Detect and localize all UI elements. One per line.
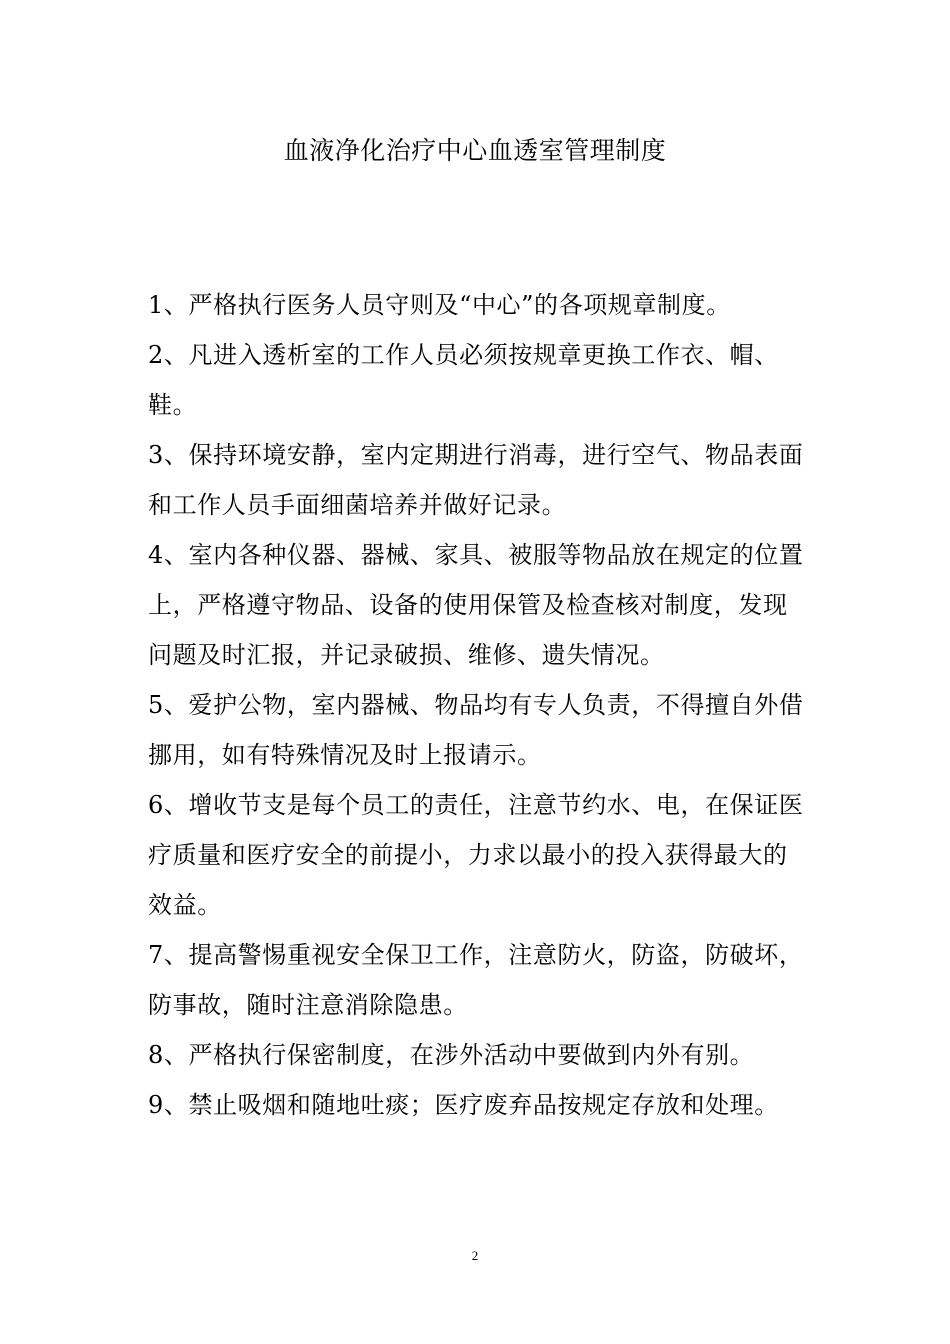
rule-paragraph-3: 3、保持环境安静，室内定期进行消毒，进行空气、物品表面和工作人员手面细菌培养并做好记录。 xyxy=(148,441,804,519)
rule-paragraph-4: 4、室内各种仪器、器械、家具、被服等物品放在规定的位置上，严格遵守物品、设备的使用保管及检查核对制度，发现问题及时汇报，并记录破损、维修、遗失情况。 xyxy=(148,541,804,669)
rule-paragraph-2: 2、凡进入透析室的工作人员必须按规章更换工作衣、帽、鞋。 xyxy=(148,341,779,419)
rule-paragraph-8: 8、严格执行保密制度，在涉外活动中要做到内外有别。 xyxy=(148,1041,755,1069)
rule-paragraph-6: 6、增收节支是每个员工的责任，注意节约水、电，在保证医疗质量和医疗安全的前提小，力求以最小的投入获得最大的效益。 xyxy=(148,791,804,919)
rule-paragraph-5: 5、爱护公物，室内器械、物品均有专人负责，不得擅自外借挪用，如有特殊情况及时上报请示。 xyxy=(148,691,804,769)
page-number: 2 xyxy=(471,1248,479,1263)
rule-paragraph-9: 9、禁止吸烟和随地吐痰；医疗废弃品按规定存放和处理。 xyxy=(148,1091,779,1119)
document-title: 血液净化治疗中心血透室管理制度 xyxy=(283,136,667,165)
document-body xyxy=(148,280,808,1130)
rule-paragraph-7: 7、提高警惕重视安全保卫工作，注意防火，防盗，防破坏，防事故，随时注意消除隐患。 xyxy=(148,941,804,1019)
rule-paragraph-1: 1、严格执行医务人员守则及“中心”的各项规章制度。 xyxy=(148,291,731,319)
